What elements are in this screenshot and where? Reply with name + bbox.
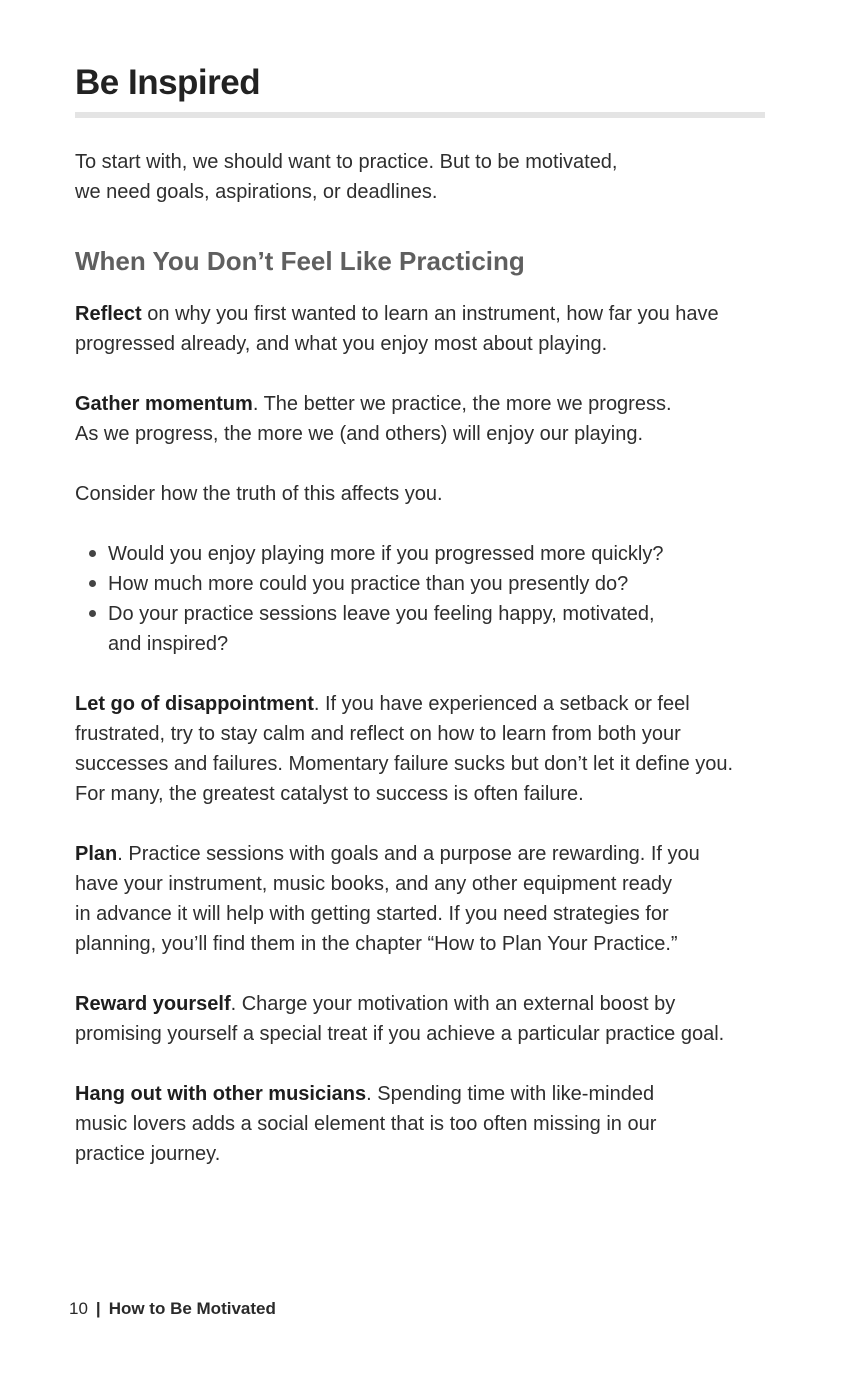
disappointment-body: . If you have experienced a setback or feel frustrated, try to stay calm and reflect on how to learn from both your successes and failures. Momentary failure sucks but don’t let it define you. For many, the greatest catalyst to success is often failure. (75, 693, 734, 805)
momentum-line-1: . The better we practice, the more we progress. (252, 393, 672, 415)
bullet-icon (89, 610, 96, 617)
musicians-line-1: . Spending time with like-minded (366, 1083, 655, 1105)
momentum-paragraph (75, 389, 765, 449)
reward-body: . Charge your motivation with an external boost by promising yourself a special treat if you achieve a particular practice goal. (75, 993, 725, 1045)
disappointment-paragraph (75, 689, 765, 809)
page-body (75, 147, 765, 1199)
list-item-text: Would you enjoy playing more if you progressed more quickly? (108, 543, 664, 565)
list-item (108, 599, 765, 659)
chapter-title: Be Inspired (75, 63, 261, 102)
section-heading: When You Don’t Feel Like Practicing (75, 246, 525, 276)
list-item-text-continued: and inspired? (108, 633, 229, 655)
reward-lead: Reward yourself (75, 993, 231, 1015)
plan-line-3: in advance it will help with getting started. If you need strategies for (75, 903, 669, 925)
musicians-line-2: music lovers adds a social element that is too often missing in our (75, 1113, 657, 1135)
reward-paragraph (75, 989, 765, 1049)
momentum-lead: Gather momentum (75, 393, 253, 415)
list-item (108, 539, 765, 569)
list-item (108, 569, 765, 599)
consider-paragraph: Consider how the truth of this affects you. (75, 483, 443, 505)
page-number: 10 (69, 1299, 88, 1318)
intro-line-1: To start with, we should want to practice. But to be motivated, (75, 151, 618, 173)
list-item-text: Do your practice sessions leave you feeling happy, motivated, (108, 603, 655, 625)
title-divider (75, 112, 765, 118)
momentum-line-2: As we progress, the more we (and others) will enjoy our playing. (75, 423, 644, 445)
reflect-lead: Reflect (75, 303, 142, 325)
plan-line-2: have your instrument, music books, and any other equipment ready (75, 873, 672, 895)
plan-paragraph (75, 839, 765, 959)
page-footer (69, 1297, 276, 1321)
list-item-text: How much more could you practice than you presently do? (108, 573, 629, 595)
reflect-body: on why you first wanted to learn an instrument, how far you have progressed already, and what you enjoy most about playing. (75, 303, 719, 355)
musicians-line-3: practice journey. (75, 1143, 221, 1165)
plan-line-4: planning, you’ll find them in the chapter “How to Plan Your Practice.” (75, 933, 678, 955)
bullet-icon (89, 550, 96, 557)
plan-lead: Plan (75, 843, 118, 865)
question-list (75, 539, 765, 659)
reflect-paragraph (75, 299, 765, 359)
disappointment-lead: Let go of disappointment (75, 693, 314, 715)
musicians-lead: Hang out with other musicians (75, 1083, 367, 1105)
running-title: How to Be Motivated (108, 1299, 276, 1318)
intro-line-2: we need goals, aspirations, or deadlines. (75, 181, 438, 203)
plan-line-1: . Practice sessions with goals and a purpose are rewarding. If you (117, 843, 700, 865)
musicians-paragraph (75, 1079, 765, 1169)
intro-paragraph (75, 147, 765, 207)
footer-separator: | (95, 1299, 101, 1318)
bullet-icon (89, 580, 96, 587)
